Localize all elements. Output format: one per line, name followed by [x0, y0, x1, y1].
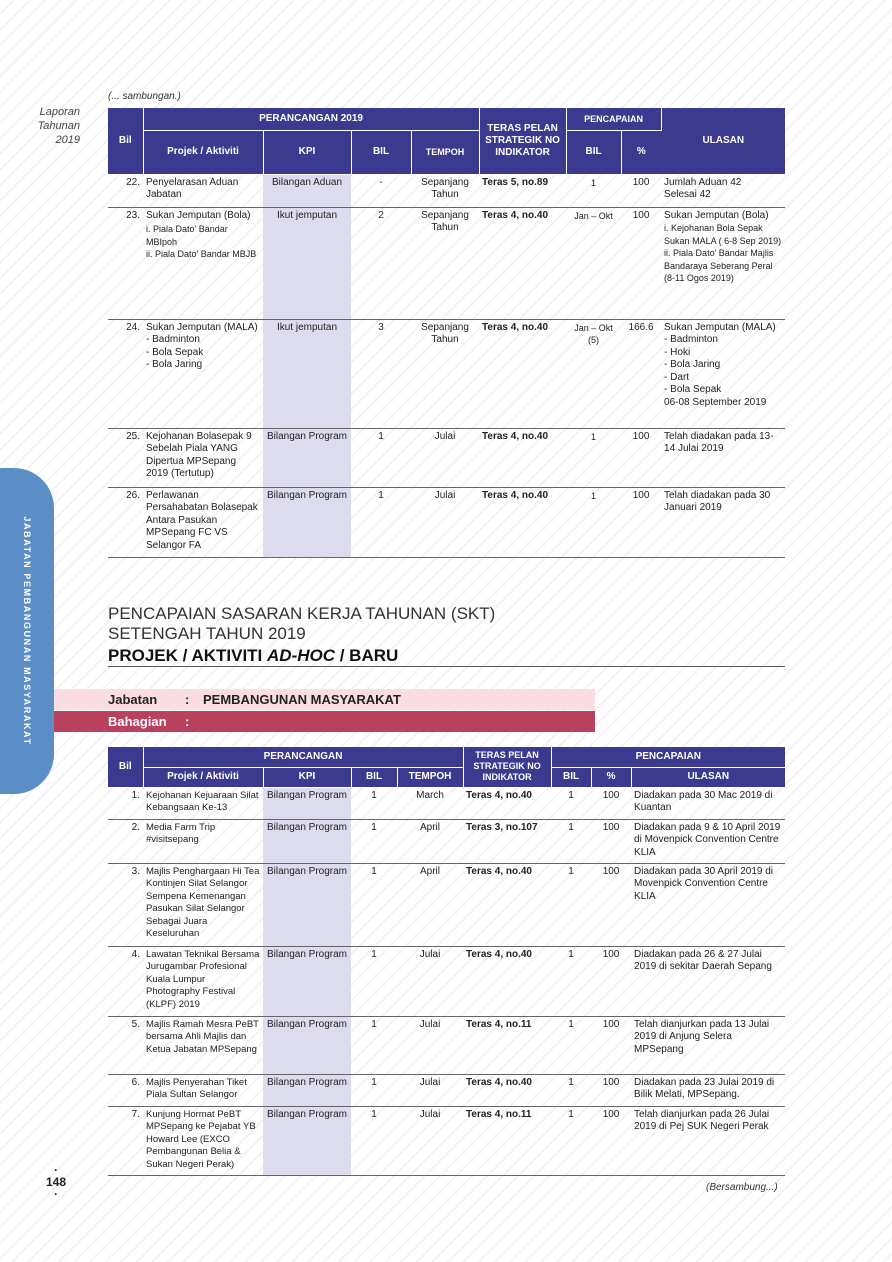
tempoh-cell: Julai [411, 428, 479, 487]
teras-cell: Teras 4, no.40 [479, 319, 566, 428]
tempoh-cell: Julai [397, 1106, 463, 1175]
table-row [108, 1106, 785, 1175]
report-line: 2019 [55, 134, 80, 146]
pencapaian-bil-cell: 1 [551, 946, 591, 1016]
subtitle-part: / BARU [335, 646, 399, 665]
page-dot: · [54, 1163, 58, 1177]
teras-cell: Teras 4, no.40 [479, 428, 566, 487]
planning-table-2019 [108, 108, 785, 558]
pencapaian-bil-cell: 1 [566, 428, 621, 487]
projek-cell [143, 174, 263, 207]
row-number: 23. [108, 207, 143, 319]
header-bil: Bil [108, 747, 143, 787]
ulasan-cell [661, 207, 785, 319]
header-bil: Bil [108, 108, 143, 174]
ulasan-cell: Diadakan pada 9 & 10 April 2019 di Movenpick Convention Centre KLIA [631, 819, 785, 863]
teras-cell: Teras 4, no.11 [463, 1106, 551, 1175]
table-row [108, 1016, 785, 1074]
kpi-cell: Bilangan Program [263, 863, 351, 946]
bil-cell: 1 [351, 946, 397, 1016]
section-title-line: SETENGAH TAHUN 2019 [108, 624, 306, 643]
teras-cell: Teras 4, no.40 [463, 946, 551, 1016]
pencapaian-bil-cell: 1 [551, 787, 591, 819]
ulasan-cell: Diadakan pada 30 April 2019 di Movenpick Convention Centre KLIA [631, 863, 785, 946]
bil-cell: 1 [351, 819, 397, 863]
header-tempoh: TEMPOH [397, 767, 463, 787]
teras-cell: Teras 4, no.40 [463, 863, 551, 946]
bil-cell: - [351, 174, 411, 207]
projek-line: Sukan Jemputan (MALA) [146, 321, 258, 333]
projek-cell: Kejohanan Kejuaraan Silat Kebangsaan Ke-13 [143, 787, 263, 819]
projek-subitem: ii. Piala Dato' Bandar MBJB [146, 249, 257, 259]
pencapaian-bil-cell: 1 [551, 1016, 591, 1074]
header-pencapaian: PENCAPAIAN [551, 747, 785, 767]
ulasan-line: - Badminton [664, 334, 718, 345]
projek-sublist [146, 223, 260, 261]
teras-cell: Teras 5, no.89 [479, 174, 566, 207]
continued-footer: (Bersambung...) [706, 1182, 778, 1193]
tempoh-cell: Sepanjang Tahun [411, 319, 479, 428]
row-number: 3. [108, 863, 143, 946]
tempoh-cell: Julai [397, 1016, 463, 1074]
bil-cell: 1 [351, 787, 397, 819]
bahagian-label: Bahagian [108, 714, 167, 729]
ulasan-cell: Diadakan pada 30 Mac 2019 di Kuantan [631, 787, 785, 819]
row-number: 22. [108, 174, 143, 207]
tempoh-cell: Sepanjang Tahun [411, 207, 479, 319]
projek-line: - Badminton [146, 334, 200, 345]
header-ulasan: ULASAN [631, 767, 785, 787]
ulasan-line: Selesai 42 [664, 189, 711, 200]
table-row [108, 487, 785, 557]
ulasan-line: 06-08 September 2019 [664, 396, 767, 408]
bil-cell: 1 [351, 1106, 397, 1175]
kpi-cell: Ikut jemputan [263, 207, 351, 319]
jabatan-label: Jabatan [108, 692, 158, 707]
projek-cell: Majlis Penyerahan Tiket Piala Sultan Selangor [143, 1074, 263, 1106]
bil-cell: 1 [351, 863, 397, 946]
projek-cell: Kunjung Hormat PeBT MPSepang ke Pejabat YB Howard Lee (EXCO Pembangunan Belia & Sukan Negeri Perak) [143, 1106, 263, 1175]
kpi-cell: Bilangan Program [263, 487, 351, 557]
tempoh-cell: April [397, 819, 463, 863]
kpi-cell: Bilangan Program [263, 1106, 351, 1175]
jabatan-colon: : [185, 692, 190, 707]
row-number: 26. [108, 487, 143, 557]
tempoh-cell: Julai [411, 487, 479, 557]
kpi-cell: Bilangan Program [263, 428, 351, 487]
table-row [108, 946, 785, 1016]
pencapaian-bil-cell: Jan – Okt (5) [566, 319, 621, 428]
header-bil-sub: BIL [351, 130, 411, 174]
table-row [108, 319, 785, 428]
pencapaian-pct-cell: 100 [591, 819, 631, 863]
header-bil-sub: BIL [351, 767, 397, 787]
bil-cell: 2 [351, 207, 411, 319]
header-pencapaian: PENCAPAIAN [566, 108, 661, 130]
bil-cell: 1 [351, 428, 411, 487]
header-projek: Projek / Aktiviti [143, 130, 263, 174]
adhoc-project-table [108, 747, 785, 1176]
ulasan-cell: Telah dianjurkan pada 13 Julai 2019 di Anjung Selera MPSepang [631, 1016, 785, 1074]
teras-cell: Teras 4, no.40 [463, 787, 551, 819]
projek-cell: Majlis Penghargaan Hi Tea Kontinjen Silat Selangor Sempena Kemenangan Pasukan Silat Selangor Sebagai Juara Keseluruhan [143, 863, 263, 946]
ulasan-line: Telah diadakan pada 30 Januari 2019 [664, 489, 771, 513]
header-teras: TERAS PELAN STRATEGIK NO INDIKATOR [463, 747, 551, 787]
subtitle-italic: AD-HOC [267, 646, 336, 665]
header-perancangan: PERANCANGAN 2019 [143, 108, 479, 130]
subtitle-part: PROJEK / AKTIVITI [108, 646, 268, 665]
section-divider [108, 666, 785, 667]
report-line: Laporan [39, 106, 80, 118]
page-number-value: 148 [45, 1175, 67, 1189]
pencapaian-bil-cell: 1 [566, 487, 621, 557]
table-row [108, 428, 785, 487]
table-row [108, 787, 785, 819]
row-number: 6. [108, 1074, 143, 1106]
ulasan-cell: Diadakan pada 26 & 27 Julai 2019 di sekitar Daerah Sepang [631, 946, 785, 1016]
ulasan-cell [661, 428, 785, 487]
table-row [108, 819, 785, 863]
header-kpi: KPI [263, 130, 351, 174]
pencapaian-pct-cell: 100 [591, 863, 631, 946]
ulasan-cell: Diadakan pada 23 Julai 2019 di Bilik Melati, MPSepang. [631, 1074, 785, 1106]
row-number: 1. [108, 787, 143, 819]
header-teras: TERAS PELAN STRATEGIK NO INDIKATOR [479, 108, 566, 174]
pencapaian-pct-cell: 100 [621, 207, 661, 319]
teras-cell: Teras 4, no.11 [463, 1016, 551, 1074]
ulasan-line: Jumlah Aduan 42 [664, 176, 742, 188]
projek-cell: Media Farm Trip #visitsepang [143, 819, 263, 863]
kpi-cell: Bilangan Aduan [263, 174, 351, 207]
department-tab-label: JABATAN PEMBANGUNAN MASYARAKAT [22, 516, 32, 746]
jabatan-value: PEMBANGUNAN MASYARAKAT [203, 692, 401, 707]
ulasan-cell [661, 487, 785, 557]
table-row [108, 174, 785, 207]
header-pencapaian-pct: % [591, 767, 631, 787]
ulasan-cell [661, 174, 785, 207]
header-pencapaian-bil: BIL [551, 767, 591, 787]
ulasan-line: - Bola Jaring [664, 359, 721, 370]
pencapaian-pct-cell: 166.6 [621, 319, 661, 428]
row-number: 4. [108, 946, 143, 1016]
jabatan-bar [54, 689, 595, 710]
department-side-tab [0, 468, 54, 794]
teras-cell: Teras 4, no.40 [463, 1074, 551, 1106]
projek-subitem: i. Piala Dato' Bandar MBIpoh [146, 224, 228, 247]
header-pencapaian-pct: % [621, 130, 661, 174]
ulasan-cell: Telah dianjurkan pada 26 Julai 2019 di Pej SUK Negeri Perak [631, 1106, 785, 1175]
pencapaian-pct-cell: 100 [591, 946, 631, 1016]
ulasan-line: - Dart [664, 371, 690, 383]
header-tempoh: TEMPOH [411, 130, 479, 174]
pencapaian-pct-cell: 100 [621, 487, 661, 557]
projek-line: Kejohanan Bolasepak 9 Sebelah Piala YANG Dipertua MPSepang 2019 (Tertutup) [146, 430, 252, 479]
bahagian-bar [54, 711, 595, 732]
ulasan-cell [661, 319, 785, 428]
pencapaian-pct-cell: 100 [621, 174, 661, 207]
section-title-line: PENCAPAIAN SASARAN KERJA TAHUNAN (SKT) [108, 604, 496, 623]
teras-cell: Teras 4, no.40 [479, 207, 566, 319]
ulasan-subitem: i. Kejohanan Bola Sepak Sukan MALA ( 6-8 Sep 2019) [664, 223, 782, 246]
pencapaian-pct-cell: 100 [591, 787, 631, 819]
pencapaian-bil-cell: 1 [551, 863, 591, 946]
continued-note: (... sambungan.) [108, 91, 181, 102]
ulasan-line: Sukan Jemputan (Bola) [664, 209, 769, 221]
bil-cell: 3 [351, 319, 411, 428]
section-subtitle [108, 646, 398, 666]
tempoh-cell: April [397, 863, 463, 946]
kpi-cell: Bilangan Program [263, 946, 351, 1016]
pencapaian-bil-cell: 1 [551, 1074, 591, 1106]
pencapaian-bil-cell: Jan – Okt [566, 207, 621, 319]
pencapaian-bil-cell: 1 [566, 174, 621, 207]
tempoh-cell: Sepanjang Tahun [411, 174, 479, 207]
tempoh-cell: Julai [397, 1074, 463, 1106]
projek-cell [143, 319, 263, 428]
pencapaian-bil-cell: 1 [551, 819, 591, 863]
projek-line: Penyelarasan Aduan Jabatan [146, 176, 239, 200]
header-perancangan: PERANCANGAN [143, 747, 463, 767]
pencapaian-pct-cell: 100 [621, 428, 661, 487]
tempoh-cell: Julai [397, 946, 463, 1016]
ulasan-line: - Hoki [664, 346, 691, 358]
pencapaian-bil-cell: 1 [551, 1106, 591, 1175]
row-number: 7. [108, 1106, 143, 1175]
ulasan-sublist [664, 222, 782, 285]
kpi-cell: Bilangan Program [263, 1074, 351, 1106]
header-pencapaian-bil: BIL [566, 130, 621, 174]
table-row [108, 207, 785, 319]
pencapaian-pct-cell: 100 [591, 1016, 631, 1074]
pencapaian-pct-cell: 100 [591, 1074, 631, 1106]
section-title [108, 604, 495, 644]
bil-cell: 1 [351, 487, 411, 557]
header-ulasan: ULASAN [661, 108, 785, 174]
projek-line: Sukan Jemputan (Bola) [146, 209, 251, 221]
report-line: Tahunan [37, 120, 80, 132]
bil-cell: 1 [351, 1016, 397, 1074]
kpi-cell: Bilangan Program [263, 819, 351, 863]
row-number: 24. [108, 319, 143, 428]
kpi-cell: Ikut jemputan [263, 319, 351, 428]
table-row [108, 863, 785, 946]
teras-cell: Teras 4, no.40 [479, 487, 566, 557]
kpi-cell: Bilangan Program [263, 1016, 351, 1074]
projek-line: - Bola Jaring [146, 359, 203, 370]
projek-line: - Bola Sepak [146, 346, 204, 358]
table-row [108, 1074, 785, 1106]
ulasan-line: Sukan Jemputan (MALA) [664, 321, 776, 333]
projek-cell: Lawatan Teknikal Bersama Jurugambar Profesional Kuala Lumpur Photography Festival (KLPF) 2019 [143, 946, 263, 1016]
page-dot: · [54, 1187, 58, 1201]
projek-cell [143, 207, 263, 319]
pencapaian-pct-cell: 100 [591, 1106, 631, 1175]
report-label [20, 105, 80, 147]
kpi-cell: Bilangan Program [263, 787, 351, 819]
projek-cell: Majlis Ramah Mesra PeBT bersama Ahli Majlis dan Ketua Jabatan MPSepang [143, 1016, 263, 1074]
bil-cell: 1 [351, 1074, 397, 1106]
teras-cell: Teras 3, no.107 [463, 819, 551, 863]
projek-line: Perlawanan Persahabatan Bolasepak Antara Pasukan MPSepang FC VS Selangor FA [146, 489, 258, 551]
header-projek: Projek / Aktiviti [143, 767, 263, 787]
ulasan-line: Telah diadakan pada 13-14 Julai 2019 [664, 430, 774, 454]
ulasan-subitem: ii. Piala Dato' Bandar Majlis Bandaraya Seberang Peral (8-11 Ogos 2019) [664, 248, 774, 283]
row-number: 5. [108, 1016, 143, 1074]
row-number: 2. [108, 819, 143, 863]
ulasan-line: - Bola Sepak [664, 384, 722, 395]
bahagian-colon: : [185, 714, 190, 729]
page-number [44, 1164, 68, 1200]
row-number: 25. [108, 428, 143, 487]
projek-cell [143, 487, 263, 557]
tempoh-cell: March [397, 787, 463, 819]
projek-cell [143, 428, 263, 487]
header-kpi: KPI [263, 767, 351, 787]
